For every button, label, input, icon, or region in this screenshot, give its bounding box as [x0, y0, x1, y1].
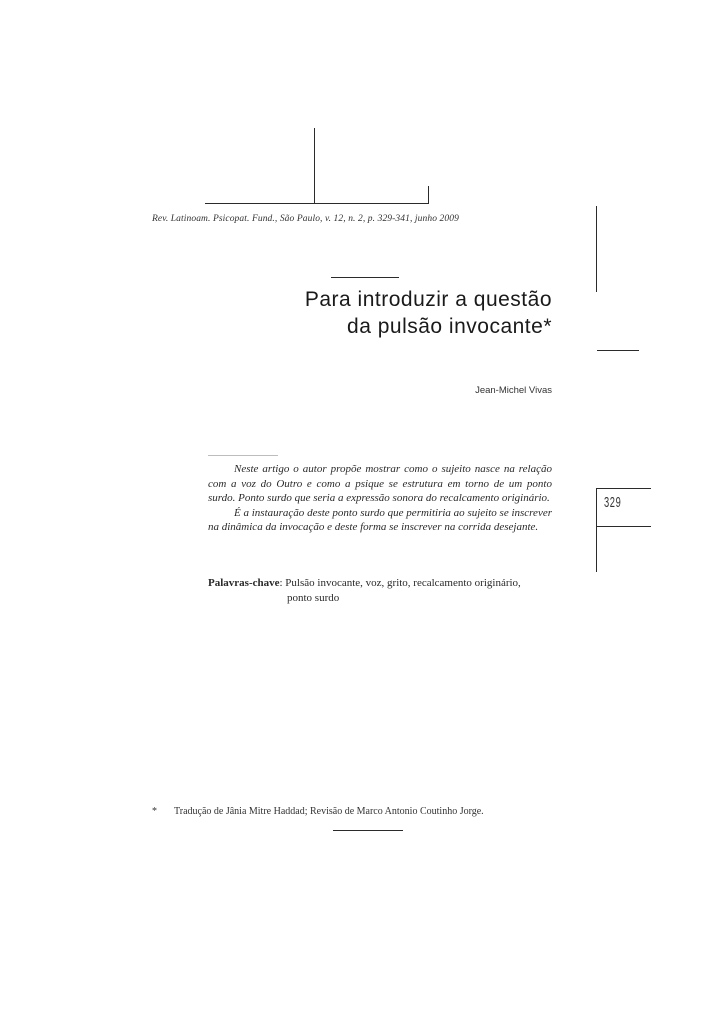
- title-rule: [331, 277, 399, 278]
- abstract-paragraph-2: É a instauração deste ponto surdo que permitiria ao sujeito se inscrever na dinâmica da invocação e deste forma se inscrever na corrida desejante.: [208, 506, 552, 534]
- page-number: 329: [604, 494, 622, 511]
- footnote-mark: *: [152, 806, 157, 817]
- keywords-line-2: ponto surdo: [287, 591, 340, 604]
- vertical-rule-top: [314, 128, 315, 203]
- pagenum-rule-bottom: [597, 526, 651, 527]
- author-name: Jean-Michel Vivas: [475, 385, 552, 396]
- abstract: [208, 462, 552, 535]
- footer-rule: [333, 830, 403, 831]
- keywords: [208, 576, 558, 605]
- keywords-line-1: Pulsão invocante, voz, grito, recalcamento originário,: [285, 577, 521, 589]
- footnote-text: Tradução de Jânia Mitre Haddad; Revisão de Marco Antonio Coutinho Jorge.: [174, 806, 484, 817]
- title-line-2: da pulsão invocante*: [347, 315, 552, 338]
- article-title: [305, 286, 552, 340]
- vertical-tick-top: [428, 186, 429, 204]
- abstract-paragraph-1: Neste artigo o autor propõe mostrar como o sujeito nasce na relação com a voz do Outro e como a psique se estrutura em torno de um ponto surdo. Ponto surdo que seria a expressão sonora do recalcamento originário.: [208, 463, 552, 505]
- title-line-1: Para introduzir a questão: [304, 288, 552, 311]
- horizontal-rule-top: [205, 203, 429, 204]
- footnote: [152, 806, 484, 817]
- abstract-rule: [208, 455, 278, 456]
- journal-reference: Rev. Latinoam. Psicopat. Fund., São Paulo, v. 12, n. 2, p. 329-341, junho 2009: [152, 214, 459, 224]
- right-margin-rule-lower: [596, 488, 597, 572]
- keywords-colon: :: [279, 577, 286, 589]
- right-margin-tick: [597, 350, 639, 351]
- right-margin-rule-upper: [596, 206, 597, 292]
- keywords-label: Palavras-chave: [208, 577, 280, 589]
- pagenum-rule-top: [597, 488, 651, 489]
